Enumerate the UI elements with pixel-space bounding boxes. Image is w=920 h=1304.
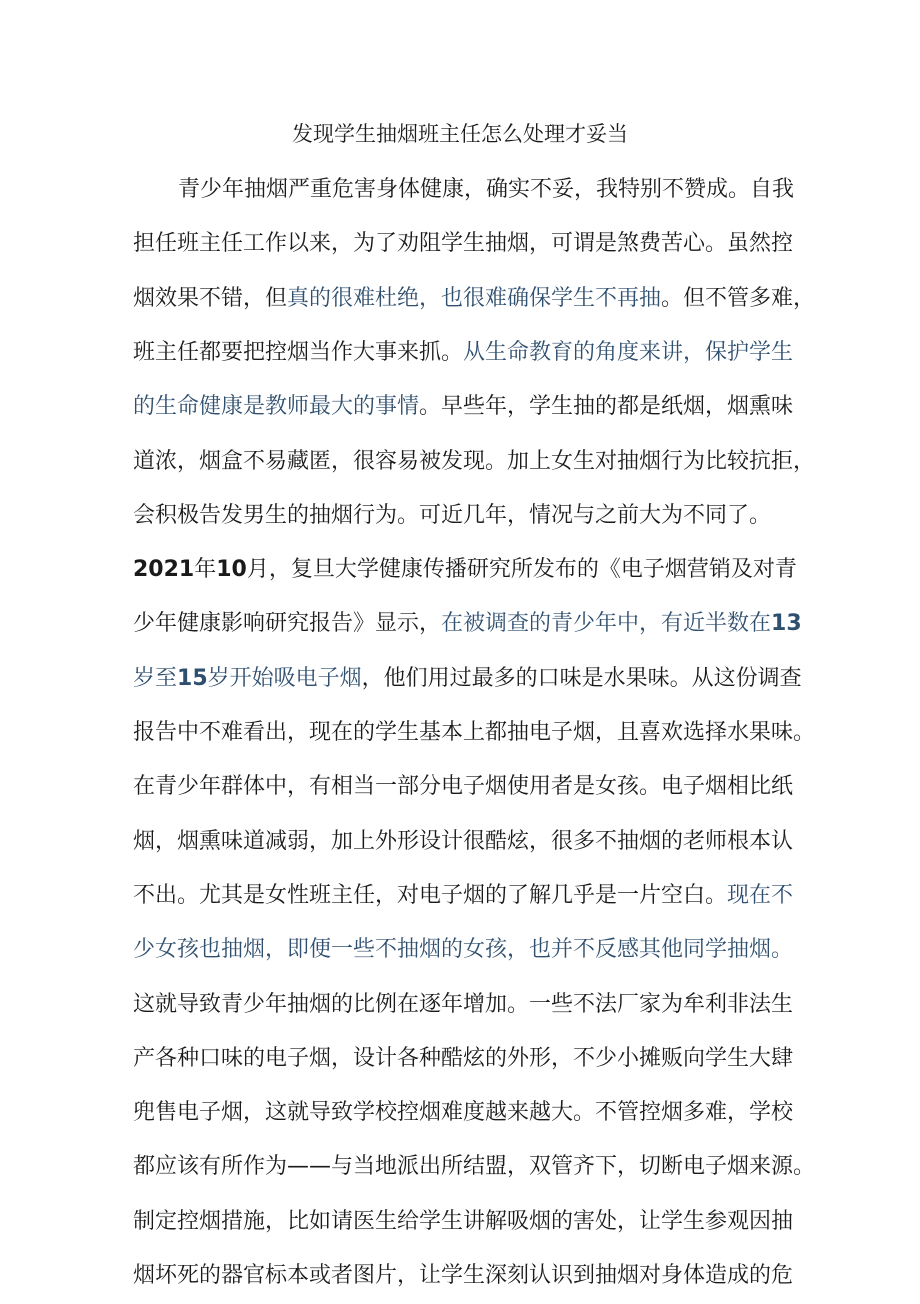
text-segment: 班主任都要把控烟当作大事来抓。 [133,339,464,365]
text-segment: 在青少年群体中，有相当一部分电子烟使用者是女孩。电子烟相比纸 [133,774,794,800]
text-line [133,1085,794,1141]
text-line [133,759,794,815]
text-segment: 烟坏死的器官标本或者图片，让学生深刻认识到抽烟对身体造成的危 [133,1263,794,1288]
text-segment: 都应该有所作为——与当地派出所结盟，双管齐下，切断电子烟来源。 [133,1154,816,1180]
text-line [133,596,802,652]
highlighted-text: 从生命教育的角度来讲，保护学生 [463,339,794,365]
text-segment: 报告中不难看出，现在的学生基本上都抽电子烟，且喜欢选择水果味。 [133,720,816,745]
text-segment: 2021 [133,557,195,583]
highlighted-text: 少女孩也抽烟，即便一些不抽烟的女孩，也并不反感其他同学抽烟。 [133,937,794,963]
text-line [133,216,794,272]
highlighted-text: 15 [177,665,208,691]
text-line [133,542,797,598]
text-line [133,922,794,978]
text-line [133,1031,794,1087]
text-segment: ，他们用过最多的口味是水果味。从这份调查 [361,665,802,691]
highlighted-text: 岁至 [133,665,178,691]
text-line [133,271,816,327]
text-segment: 年 [194,557,217,583]
text-segment: 。但不管多难， [661,285,816,311]
page-title: 发现学生抽烟班主任怎么处理才妥当 [292,122,628,146]
text-segment: 产各种口味的电子烟，设计各种酷炫的外形，不少小摊贩向学生大肆 [133,1045,794,1071]
text-segment: 兜售电子烟，这就导致学校控烟难度越来越大。不管控烟多难，学校 [133,1100,794,1126]
text-line [133,977,794,1033]
highlighted-text: 现在不 [727,882,794,908]
text-segment: 青少年抽烟严重危害身体健康，确实不妥，我特别不赞成。自我 [178,177,795,202]
text-segment: 道浓，烟盒不易藏匿，很容易被发现。加上女生对抽烟行为比较抗拒， [133,448,816,474]
text-line [133,705,816,761]
text-segment: 烟，烟熏味道减弱，加上外形设计很酷炫，很多不抽烟的老师根本认 [133,828,794,854]
text-line [133,1194,794,1250]
text-segment: 月，复旦大学健康传播研究所发布的《电子烟营销及对青 [246,557,797,583]
text-line [133,379,794,435]
text-segment: 烟效果不错，但 [133,285,288,311]
text-line [133,488,785,544]
text-segment: 10 [216,557,247,583]
highlighted-text: 真的很难杜绝，也很难确保学生不再抽 [287,285,662,311]
text-segment: 担任班主任工作以来，为了劝阻学生抽烟，可谓是煞费苦心。虽然控 [133,231,794,257]
highlighted-text: 的生命健康是教师最大的事情 [133,394,420,420]
text-segment: 。早些年，学生抽的都是纸烟，烟熏味 [419,394,794,420]
highlighted-text: 在被调查的青少年中，有近半数在 [441,611,772,637]
text-line [133,868,794,924]
text-line [133,651,802,707]
text-line [133,1248,794,1304]
text-line [133,325,794,381]
text-segment: 会积极告发男生的抽烟行为。可近几年，情况与之前大为不同了。 [133,502,772,528]
text-line [133,434,816,490]
text-segment: 这就导致青少年抽烟的比例在逐年增加。一些不法厂家为牟利非法生 [133,991,794,1017]
text-line [133,814,794,870]
highlighted-text: 岁开始吸电子烟 [207,665,362,691]
text-segment: 少年健康影响研究报告》显示， [133,611,442,637]
text-segment: 不出。尤其是女性班主任，对电子烟的了解几乎是一片空白。 [133,882,728,908]
text-segment: 制定控烟措施，比如请医生给学生讲解吸烟的害处，让学生参观因抽 [133,1208,794,1234]
text-line [178,162,795,218]
text-line [133,1139,816,1195]
highlighted-text: 13 [771,611,802,637]
